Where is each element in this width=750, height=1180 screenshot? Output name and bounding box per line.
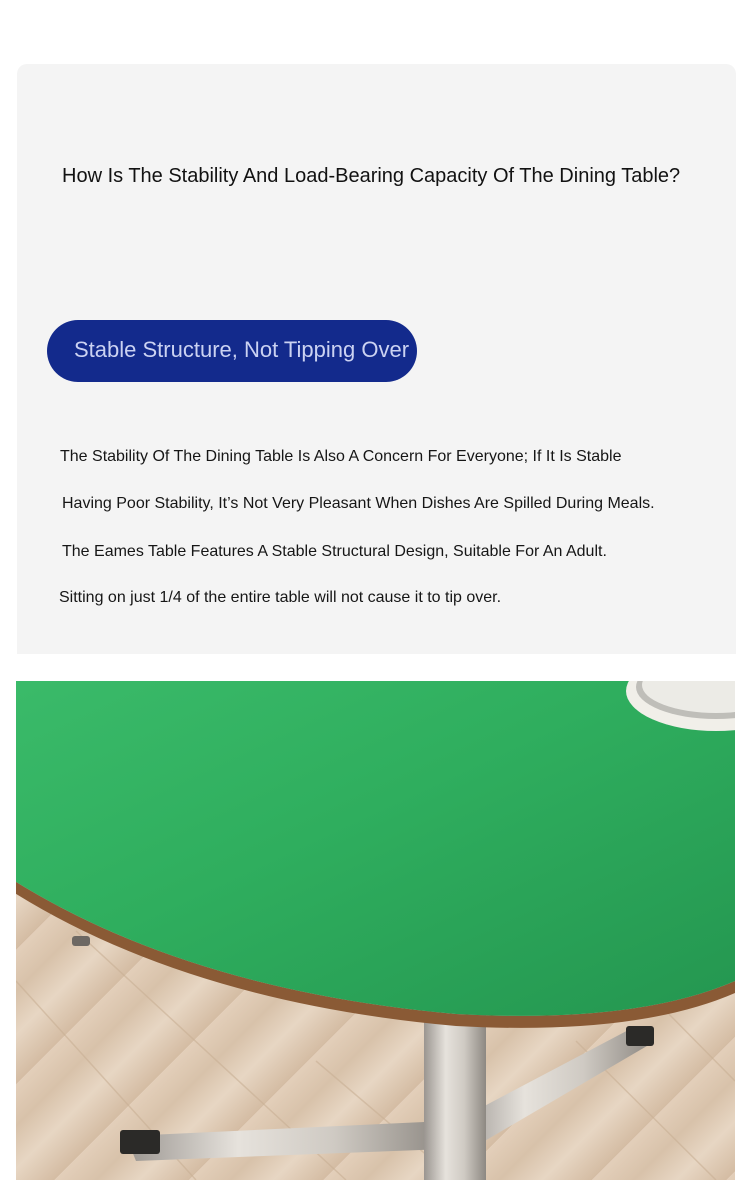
info-panel — [17, 64, 736, 654]
tabletop — [16, 681, 735, 1016]
section-badge-label: Stable Structure, Not Tipping Over — [74, 337, 410, 362]
section-heading: How Is The Stability And Load-Bearing Capacity Of The Dining Table? — [62, 165, 681, 187]
body-line-2: Having Poor Stability, It’s Not Very Pleasant When Dishes Are Spilled During Meals. — [62, 495, 655, 512]
table-base — [120, 1011, 654, 1180]
section-badge — [47, 320, 417, 382]
product-photo-round-table — [16, 681, 735, 1180]
body-line-3: The Eames Table Features A Stable Structural Design, Suitable For An Adult. — [62, 543, 607, 560]
body-line-1: The Stability Of The Dining Table Is Also A Concern For Everyone; If It Is Stable — [60, 448, 622, 465]
body-line-4: Sitting on just 1/4 of the entire table will not cause it to tip over. — [59, 589, 502, 606]
